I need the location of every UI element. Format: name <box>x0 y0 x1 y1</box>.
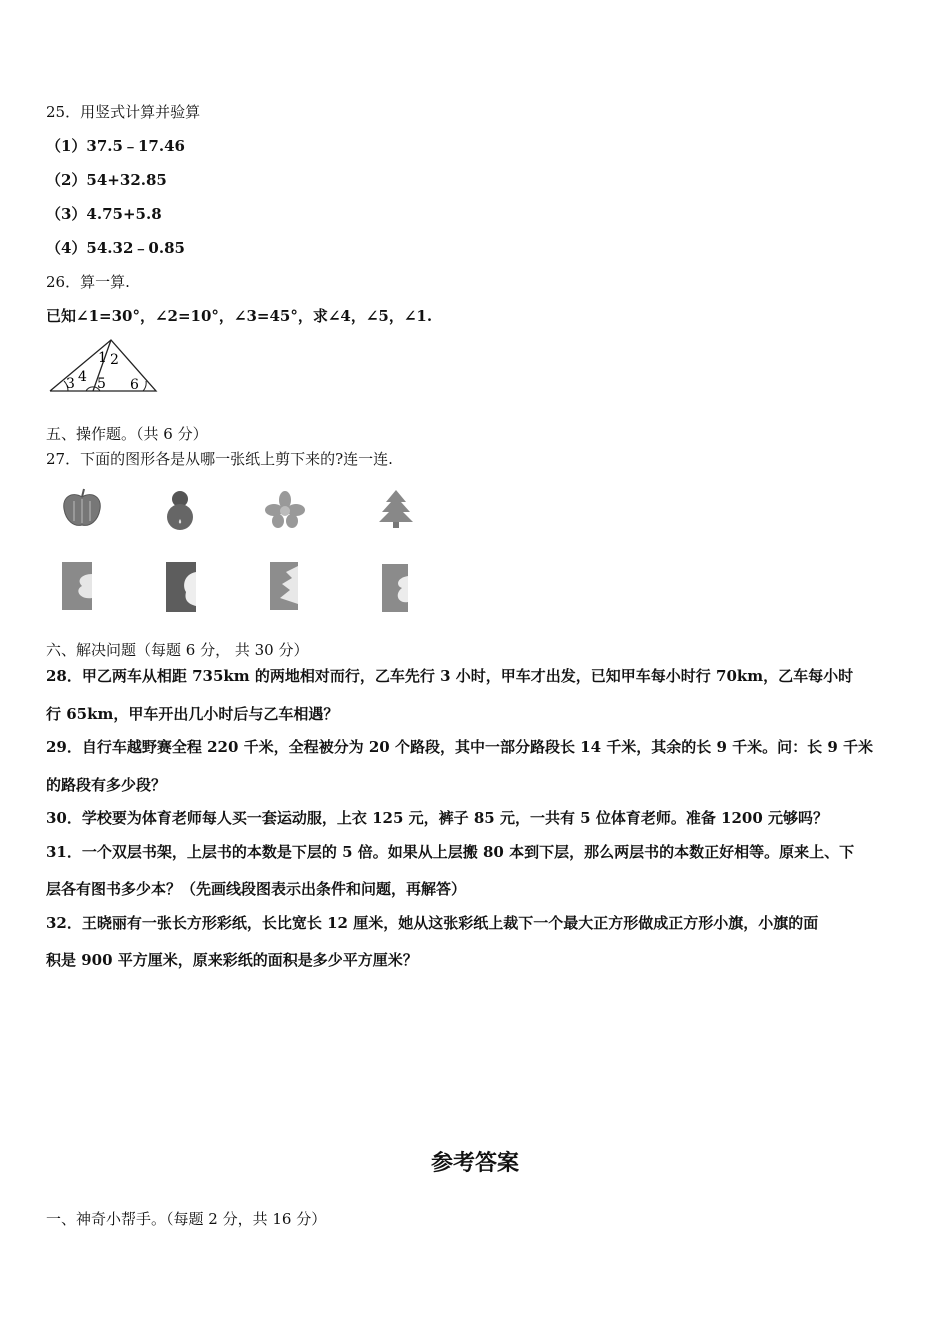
q25-title: 25．用竖式计算并验算 <box>46 103 201 121</box>
triangle-figure <box>46 336 162 398</box>
q29-line2: 的路段有多少段？ <box>46 776 167 794</box>
q32-line2: 积是 900 平方厘米，原来彩纸的面积是多少平方厘米？ <box>46 951 418 969</box>
gourd-shape <box>160 487 200 533</box>
q30-line1: 30．学校要为体育老师每人买一套运动服，上衣 125 元，裤子 85 元，一共有 5 位体育老师。准备 1200 元够吗？ <box>46 809 829 827</box>
angle-label-1: 1 <box>98 350 107 366</box>
paper-piece-2 <box>162 560 202 614</box>
q27-title: 27．下面的图形各是从哪一张纸上剪下来的?连一连. <box>46 450 393 468</box>
tree-shape <box>376 488 416 530</box>
angle-label-5: 5 <box>97 376 106 392</box>
apple-shape <box>60 487 104 531</box>
q31-line2: 层各有图书多少本？（先画线段图表示出条件和问题，再解答） <box>46 880 467 898</box>
angle-label-6: 6 <box>130 377 139 393</box>
q29-line1: 29．自行车越野赛全程 220 千米，全程被分为 20 个路段，其中一部分路段长 14 千米，其余的长 9 千米。问：长 9 千米 <box>46 738 874 756</box>
paper-piece-4 <box>380 562 414 614</box>
answers-title: 参考答案 <box>430 1150 519 1176</box>
section5-heading: 五、操作题。（共 6 分） <box>46 425 208 443</box>
q32-line1: 32．王晓丽有一张长方形彩纸，长比宽长 12 厘米，她从这张彩纸上裁下一个最大正方形做成正方形小旗，小旗的面 <box>46 914 819 932</box>
q28-line1: 28．甲乙两车从相距 735km 的两地相对而行，乙车先行 3 小时，甲车才出发，已知甲车每小时行 70km，乙车每小时 <box>46 667 854 685</box>
q28-line2: 行 65km，甲车开出几小时后与乙车相遇？ <box>46 705 339 723</box>
q25-item-2: （2）54+32.85 <box>46 171 167 189</box>
q26-text: 已知∠1=30°，∠2=10°，∠3=45°，求∠4，∠5，∠1. <box>46 307 433 325</box>
angle-label-3: 3 <box>66 376 75 392</box>
q26-title: 26．算一算. <box>46 273 130 291</box>
q31-line1: 31．一个双层书架，上层书的本数是下层的 5 倍。如果从上层搬 80 本到下层，那么两层书的本数正好相等。原来上、下 <box>46 843 855 861</box>
q25-item-3: （3）4.75+5.8 <box>46 205 162 223</box>
q25-item-4: （4）54.32﹣0.85 <box>46 239 185 257</box>
angle-label-2: 2 <box>110 352 119 368</box>
angle-label-4: 4 <box>78 369 87 385</box>
flower-shape <box>264 490 306 530</box>
paper-piece-1 <box>60 560 96 612</box>
section6-heading: 六、解决问题（每题 6 分， 共 30 分） <box>46 641 309 659</box>
answers-section1: 一、神奇小帮手。（每题 2 分，共 16 分） <box>46 1210 327 1228</box>
paper-piece-3 <box>268 560 302 612</box>
q25-item-1: （1）37.5﹣17.46 <box>46 137 185 155</box>
